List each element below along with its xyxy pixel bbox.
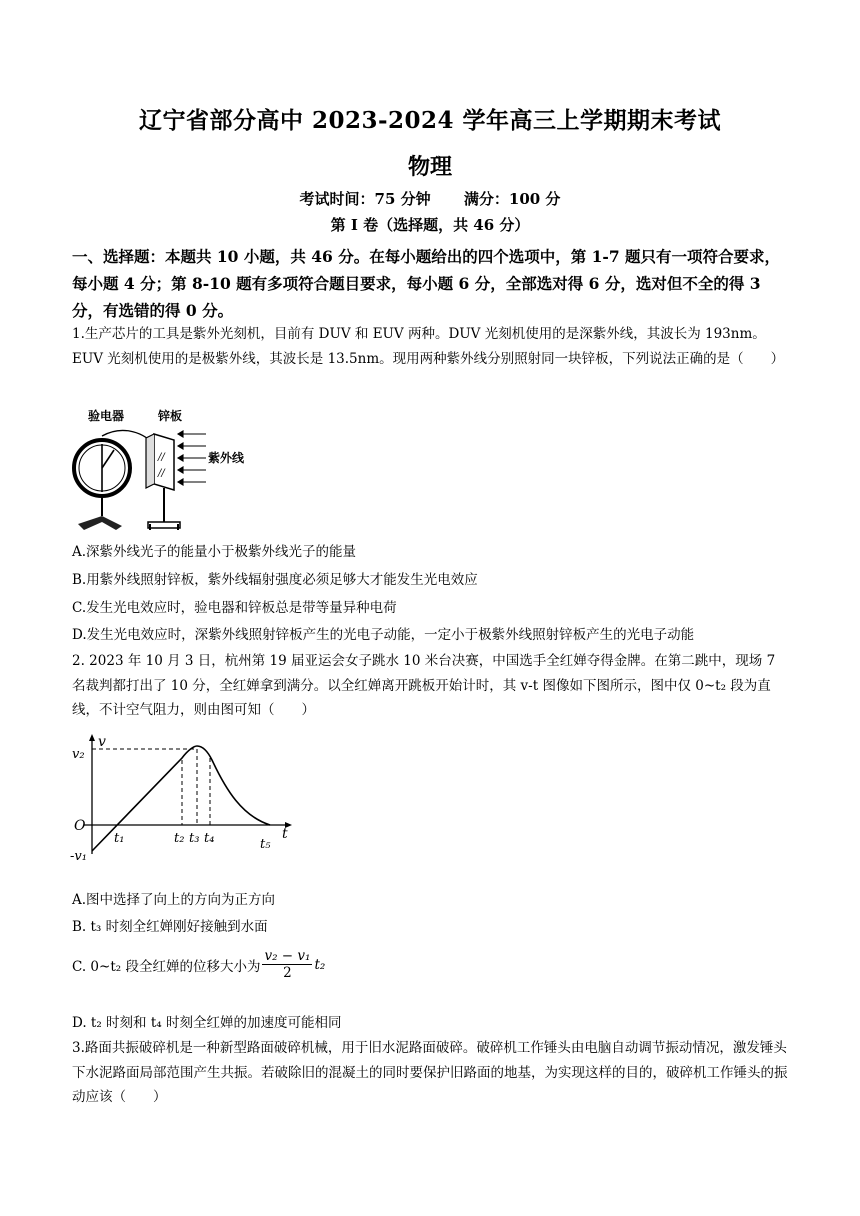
q2-option-c-prefix: C. 0~t₂ 段全红婵的位移大小为	[72, 958, 261, 975]
q2-option-c-fraction	[262, 948, 312, 981]
volume-heading: 第 I 卷（选择题，共 46 分）	[330, 216, 530, 234]
q1-option-d: D.发生光电效应时，深紫外线照射锌板产生的光电子动能，一定小于极紫外线照射锌板产生的光电子动能	[72, 627, 695, 643]
v-axis-label: v	[98, 734, 106, 750]
q2-option-a: A.图中选择了向上的方向为正方向	[72, 892, 276, 908]
t1-label: t₁	[114, 831, 125, 846]
exam-title: 辽宁省部分高中 2023-2024 学年高三上学期期末考试	[138, 107, 722, 134]
t-axis-label: t	[282, 826, 288, 842]
minus-v1-label: -v₁	[70, 849, 87, 862]
q2-option-d: D. t₂ 时刻和 t₄ 时刻全红婵的加速度可能相同	[72, 1015, 342, 1031]
electroscope-label: 验电器	[88, 409, 125, 423]
question-2-stem: 2. 2023 年 10 月 3 日，杭州第 19 届亚运会女子跳水 10 米台决赛，中国选手全红婵夺得金牌。在第二跳中，现场 7 名裁判都打出了 10 分，全红婵拿到满分。以全红婵离开跳板开始计时，其 v-t 图像如下图所示，图中仅 0~t₂ 段为直线，不计空气阻力，则由图可知（ ）	[72, 653, 776, 718]
fraction-denominator: 2	[283, 965, 292, 981]
section-heading: 一、选择题：本题共 10 小题，共 46 分。在每小题给出的四个选项中，第 1-7 题只有一项符合要求，每小题 4 分；第 8-10 题有多项符合题目要求，每小题 6 分，全部选对得 6 分，选对但不全的得 3 分，有选错的得 0 分。	[72, 247, 781, 320]
q1-option-a: A.深紫外线光子的能量小于极紫外线光子的能量	[72, 544, 357, 560]
svg-text://: //	[158, 468, 165, 479]
q1-option-c: C.发生光电效应时，验电器和锌板总是带等量异种电荷	[72, 600, 397, 616]
exam-meta	[0, 188, 860, 209]
v2-label: v₂	[72, 747, 85, 762]
q2-option-b: B. t₃ 时刻全红婵刚好接触到水面	[72, 919, 268, 935]
exam-score: 满分：100 分	[463, 190, 561, 208]
q2-option-c-suffix: t₂	[314, 956, 326, 973]
question-3-stem: 3.路面共振破碎机是一种新型路面破碎机械，用于旧水泥路面破碎。破碎机工作锤头由电脑自动调节振动情况，激发锤头下水泥路面局部范围产生共振。若破除旧的混凝土的同时要保护旧路面的地基，为实现这样的目的，破碎机工作锤头的振动应该（ ）	[72, 1040, 788, 1105]
electroscope-figure	[70, 404, 252, 532]
vt-graph	[70, 732, 296, 862]
t2-label: t₂	[174, 831, 185, 846]
question-1-stem: 1.生产芯片的工具是紫外光刻机，目前有 DUV 和 EUV 两种。DUV 光刻机使用的是深紫外线，其波长为 193nm。EUV 光刻机使用的是极紫外线，其波长是 13.5nm。现用两种紫外线分别照射同一块锌板，下列说法正确的是（ ）	[72, 326, 785, 367]
fraction-numerator: v₂ − v₁	[264, 948, 311, 964]
origin-label: O	[74, 818, 86, 834]
q2-option-c	[72, 948, 788, 981]
q1-option-b: B.用紫外线照射锌板，紫外线辐射强度必须足够大才能发生光电效应	[72, 572, 478, 588]
svg-text://: //	[158, 452, 165, 463]
exam-time: 考试时间：75 分钟	[299, 190, 431, 208]
zinc-plate-label: 锌板	[158, 409, 183, 423]
uv-label: 紫外线	[208, 451, 245, 465]
t5-label: t₅	[260, 837, 271, 852]
t4-label: t₄	[204, 831, 215, 846]
t3-label: t₃	[189, 831, 200, 846]
subject-title: 物理	[407, 154, 452, 180]
